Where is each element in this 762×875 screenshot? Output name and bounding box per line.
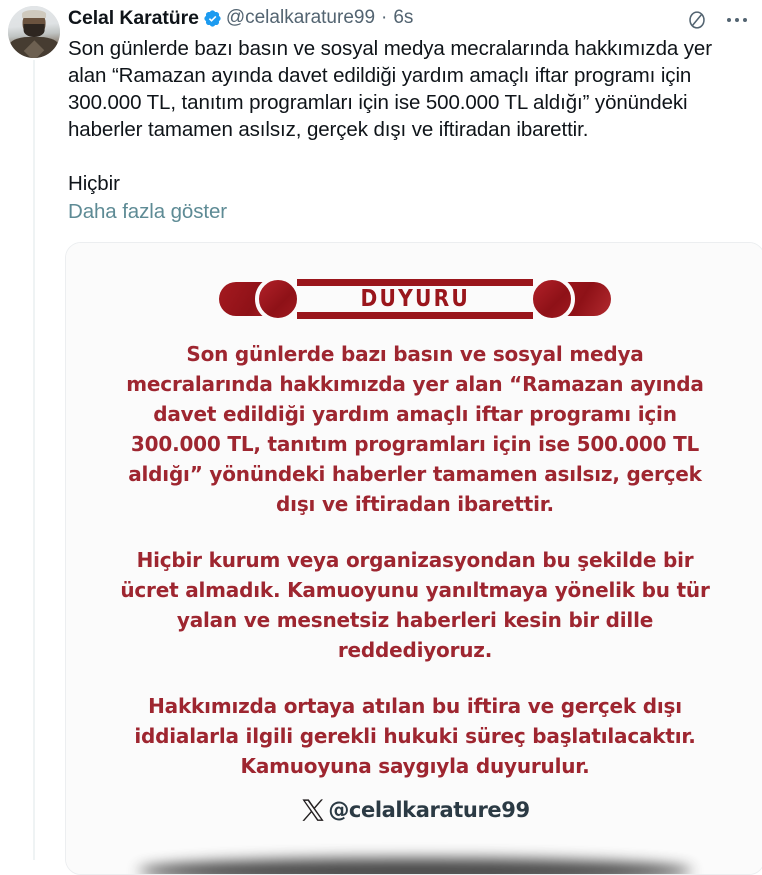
poster-paragraph-1: Son günlerde bazı basın ve sosyal medya mecralarında hakkımızda yer alan “Ramazan ayında davet edildiği yardım amaçlı iftar programı için 300.000 TL, tanıtım programları için ise 500.000 TL aldığı” yönündeki haberler tamamen asılsız, gerçek dışı ve iftiradan ibarettir. xyxy=(126,342,704,516)
avatar-beard xyxy=(24,24,45,38)
author-row xyxy=(68,4,754,32)
poster-footer xyxy=(118,797,712,823)
author-display-name[interactable]: Celal Karatüre xyxy=(68,6,199,29)
attached-media-card[interactable] xyxy=(65,242,762,875)
duyuru-banner xyxy=(219,271,611,327)
banner-bar xyxy=(297,279,533,319)
tweet-content-column xyxy=(68,4,754,225)
more-options-icon[interactable] xyxy=(724,7,750,33)
announcement-poster xyxy=(66,243,762,874)
tweet-header-actions xyxy=(684,7,750,33)
show-more-link[interactable]: Daha fazla göster xyxy=(68,200,227,223)
banner-circle-right xyxy=(529,276,575,322)
tweet-body-text: Son günlerde bazı basın ve sosyal medya mecralarında hakkımızda yer alan “Ramazan ayında davet edildiği yardım amaçlı iftar programı için 300.000 TL, tanıtım programları için ise 500.000 TL aldığı” yönündeki haberler tamamen asılsız, gerçek dışı ve iftiradan ibarettir. xyxy=(68,37,718,141)
x-logo-icon xyxy=(300,797,326,823)
thread-connector-line xyxy=(33,60,35,860)
avatar[interactable] xyxy=(8,6,60,58)
poster-paragraph-3: Hakkımızda ortaya atılan bu iftira ve gerçek dışı iddialarla ilgili gerekli hukuki süreç başlatılacaktır. Kamuoyuna saygıyla duyurulur. xyxy=(134,694,696,778)
dot-1 xyxy=(727,18,732,23)
poster-paragraph-2: Hiçbir kurum veya organizasyondan bu şekilde bir ücret almadık. Kamuoyunu yanıltmaya yönelik bu tür yalan ve mesnetsiz haberleri kesin bir dille reddediyoruz. xyxy=(120,548,710,662)
verified-badge-icon xyxy=(203,9,222,28)
tweet-body-tail: Hiçbir xyxy=(68,172,120,195)
banner-title: DUYURU xyxy=(360,286,470,312)
banner-circle-left xyxy=(255,276,301,322)
meta-separator: · xyxy=(381,7,388,28)
tweet-timestamp[interactable]: 6s xyxy=(393,7,414,28)
poster-handle: @celalkarature99 xyxy=(328,798,530,822)
dot-2 xyxy=(735,18,740,23)
poster-bottom-shadow xyxy=(138,858,692,875)
poster-body xyxy=(66,339,762,823)
avatar-cap xyxy=(22,10,46,18)
more-dots xyxy=(727,18,748,23)
author-handle[interactable]: @celalkarature99 xyxy=(225,7,376,28)
circle-slash-icon[interactable] xyxy=(684,7,710,33)
dot-3 xyxy=(743,18,748,23)
avatar-column xyxy=(8,6,64,58)
